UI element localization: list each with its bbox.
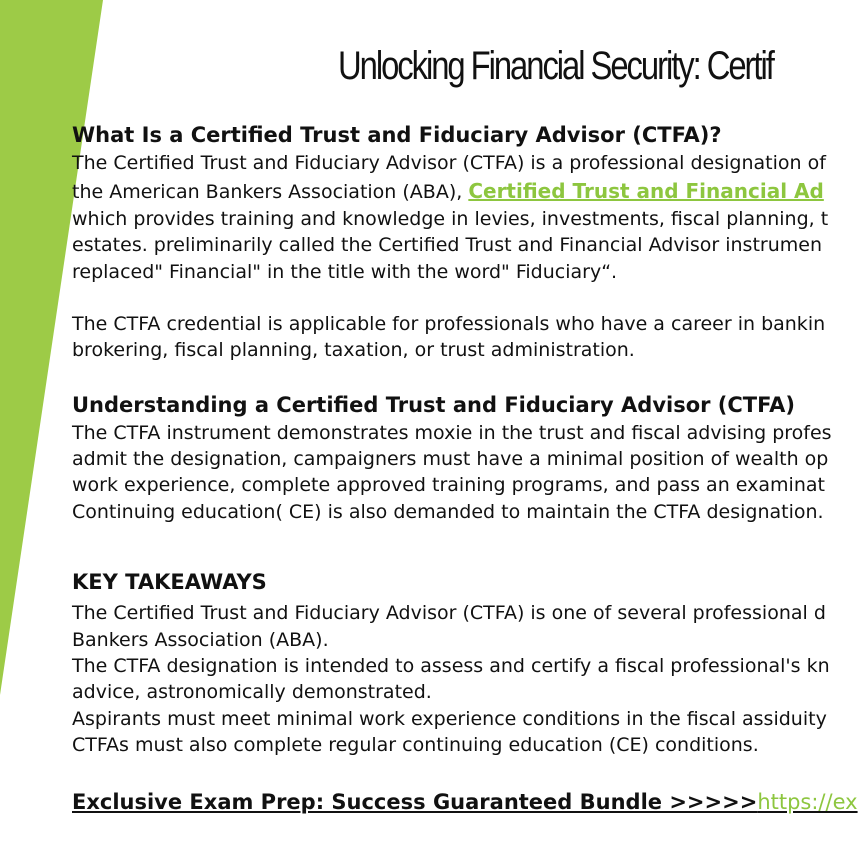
cta-url-link[interactable]: https://ex [757,790,858,814]
paragraph-line: work experience, complete approved training programs, and pass an examinat [72,474,825,496]
paragraph-line: replaced" Financial" in the title with the word" Fiduciary“. [72,261,618,283]
ctfa-link[interactable]: Certified Trust and Financial Ad [468,179,824,203]
cta-label: Exclusive Exam Prep: Success Guaranteed Bundle >>>>> [72,790,758,814]
text: the American Bankers Association (ABA), [72,181,469,203]
paragraph-line: The Certified Trust and Fiduciary Advisor (CTFA) is a professional designation of [72,152,826,174]
section-heading: Understanding a Certified Trust and Fiduciary Advisor (CTFA) [72,393,795,417]
paragraph-line: which provides training and knowledge in levies, investments, fiscal planning, t [72,208,829,230]
paragraph-line: admit the designation, campaigners must have a minimal position of wealth op [72,448,829,470]
paragraph-line [72,178,824,205]
takeaway-line: advice, astronomically demonstrated. [72,681,432,703]
section-heading: KEY TAKEAWAYS [72,570,267,594]
takeaway-line: The Certified Trust and Fiduciary Advisor (CTFA) is one of several professional d [72,602,826,624]
paragraph-line: estates. preliminarily called the Certified Trust and Financial Advisor instrumen [72,234,822,256]
paragraph-line: The CTFA credential is applicable for professionals who have a career in bankin [72,313,826,335]
paragraph-line: Continuing education( CE) is also demanded to maintain the CTFA designation. [72,501,824,523]
takeaway-line: CTFAs must also complete regular continuing education (CE) conditions. [72,734,759,756]
paragraph-line: The CTFA instrument demonstrates moxie in the trust and fiscal advising profes [72,422,832,444]
page-title: Unlocking Financial Security: Certif [338,44,773,88]
takeaway-line: Bankers Association (ABA). [72,629,329,651]
takeaway-line: Aspirants must meet minimal work experience conditions in the fiscal assiduity [72,708,827,730]
takeaway-line: The CTFA designation is intended to assess and certify a fiscal professional's kn [72,655,830,677]
exam-prep-cta[interactable] [72,789,858,815]
paragraph-line: brokering, fiscal planning, taxation, or trust administration. [72,339,635,361]
section-heading: What Is a Certified Trust and Fiduciary Advisor (CTFA)? [72,123,722,147]
